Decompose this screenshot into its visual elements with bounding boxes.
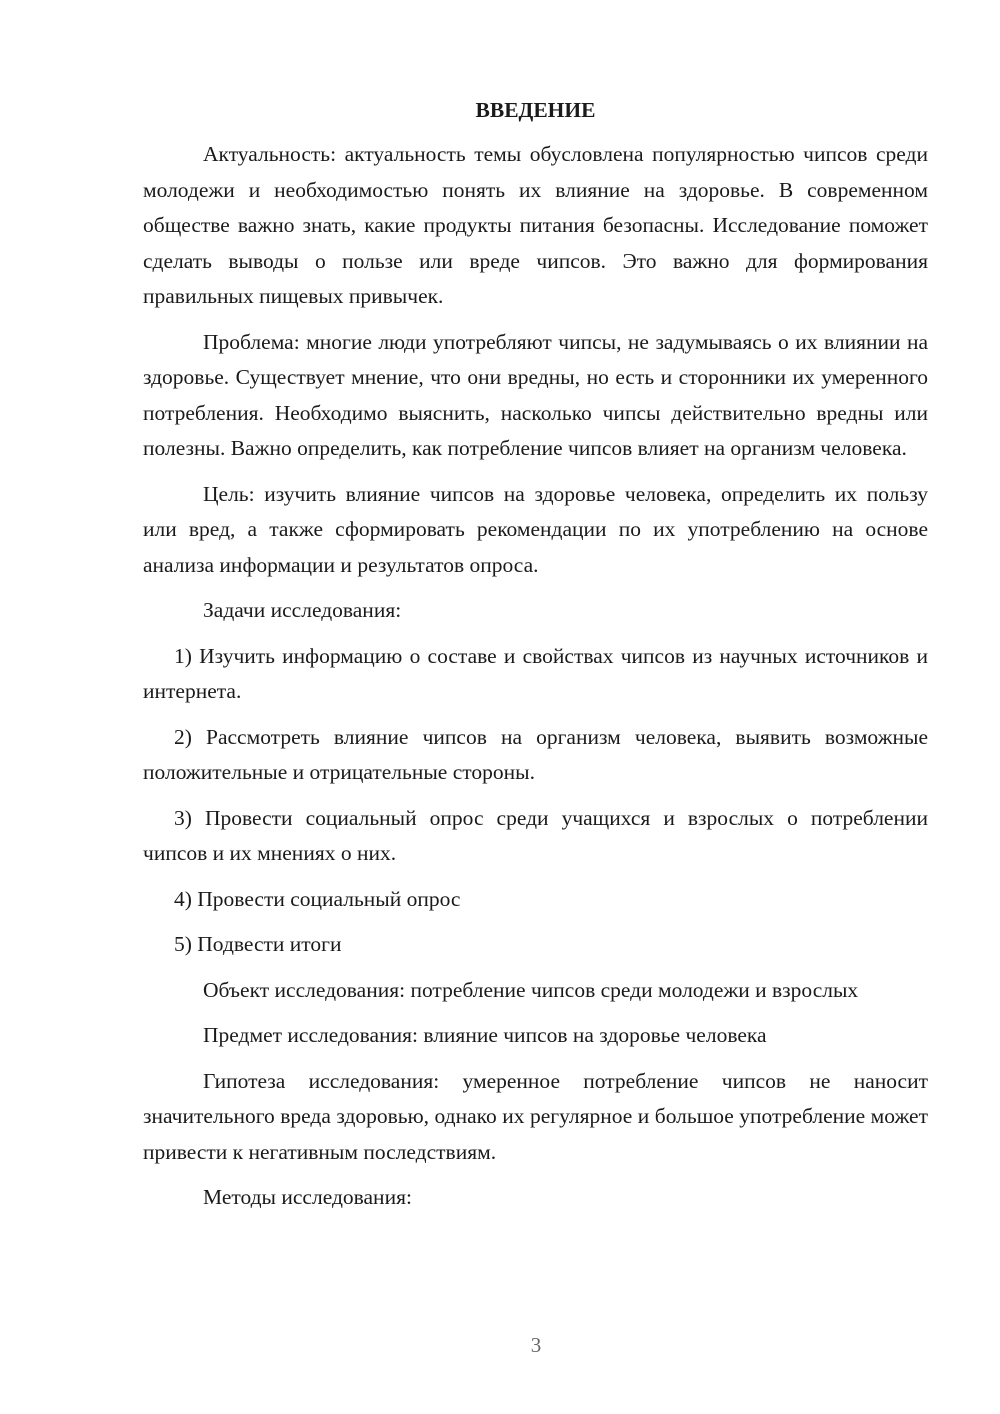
paragraph-problem: Проблема: многие люди употребляют чипсы, не задумываясь о их влиянии на здоровье. Существует мнение, что они вредны, но есть и сторонники их умеренного потребления. Необходимо выяснить, насколько чипсы действительно вредны или полезны. Важно определить, как потребление чипсов влияет на организм человека. — [143, 329, 928, 460]
section-title: ВВЕДЕНИЕ — [475, 98, 596, 122]
task-item-3: 3) Провести социальный опрос среди учащихся и взрослых о потреблении чипсов и их мнениях о них. — [143, 805, 928, 865]
task-item-4: 4) Провести социальный опрос — [174, 886, 461, 911]
paragraph-object: Объект исследования: потребление чипсов среди молодежи и взрослых — [203, 977, 859, 1002]
task-item-2: 2) Рассмотреть влияние чипсов на организм человека, выявить возможные положительные и отрицательные стороны. — [143, 724, 928, 784]
paragraph-hypothesis: Гипотеза исследования: умеренное потребление чипсов не наносит значительного вреда здоровью, однако их регулярное и большое употребление может привести к негативным последствиям. — [143, 1068, 928, 1164]
paragraph-tasks-heading: Задачи исследования: — [203, 598, 402, 622]
paragraph-methods: Методы исследования: — [203, 1185, 412, 1209]
page-number: 3 — [530, 1333, 542, 1357]
document-page — [143, 94, 928, 1226]
paragraph-relevance: Актуальность: актуальность темы обусловлена популярностью чипсов среди молодежи и необходимостью понять их влияние на здоровье. В современном обществе важно знать, какие продукты питания безопасны. Исследование поможет сделать выводы о пользе или вреде чипсов. Это важно для формирования правильных пищевых привычек. — [143, 142, 928, 308]
paragraph-subject: Предмет исследования: влияние чипсов на здоровье человека — [203, 1023, 767, 1047]
task-item-5: 5) Подвести итоги — [174, 932, 342, 956]
paragraph-goal: Цель: изучить влияние чипсов на здоровье человека, определить их пользу или вред, а также сформировать рекомендации по их употреблению на основе анализа информации и результатов опроса. — [143, 481, 928, 577]
task-item-1: 1) Изучить информацию о составе и свойствах чипсов из научных источников и интернета. — [143, 643, 928, 703]
